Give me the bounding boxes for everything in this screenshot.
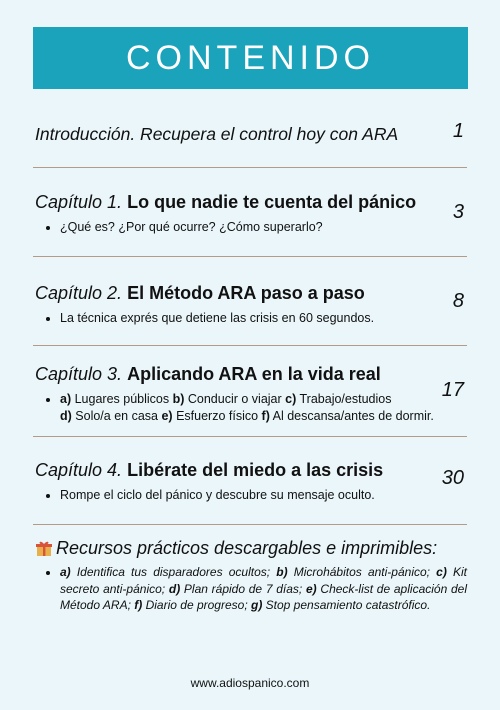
page-title: CONTENIDO — [126, 38, 375, 77]
chapter-page-number: 30 — [441, 467, 464, 489]
chapter-title: Libérate del miedo a las crisis — [127, 460, 384, 480]
toc-entry-chapter-1[interactable] — [35, 191, 467, 236]
divider — [33, 167, 467, 168]
chapter-bullet: ¿Qué es? ¿Por qué ocurre? ¿Cómo superarlo? — [35, 219, 467, 236]
divider — [33, 345, 467, 346]
chapter-page-number: 17 — [441, 379, 464, 401]
toc-entry-chapter-2[interactable] — [35, 282, 467, 327]
intro-title: Introducción. Recupera el control hoy con ARA — [35, 124, 399, 144]
toc-entry-chapter-4[interactable] — [35, 459, 467, 504]
toc-entry-chapter-3[interactable] — [35, 363, 467, 425]
chapter-bullet: Rompe el ciclo del pánico y descubre su mensaje oculto. — [35, 487, 467, 504]
chapter-title: Aplicando ARA en la vida real — [127, 364, 381, 384]
chapter-title: Lo que nadie te cuenta del pánico — [127, 192, 417, 212]
resources-title: Recursos prácticos descargables e imprimibles: — [56, 538, 438, 558]
chapter-bullet: La técnica exprés que detiene las crisis en 60 segundos. — [35, 310, 467, 327]
divider — [33, 436, 467, 437]
chapter-label: Capítulo 4. — [35, 460, 123, 480]
toc-entry-intro[interactable] — [35, 120, 467, 145]
chapter-bullet: a) Lugares públicos b) Conducir o viajar c) Trabajo/estudios d) Solo/a en casa e) Esfuerzo físico f) Al descansa/antes de dormir. — [35, 391, 452, 425]
divider — [33, 256, 467, 257]
chapter-title: El Método ARA paso a paso — [127, 283, 365, 303]
chapter-label: Capítulo 2. — [35, 283, 123, 303]
header-banner — [33, 27, 468, 89]
intro-page-number: 1 — [452, 120, 464, 142]
resources-bullet: a) Identifica tus disparadores ocultos; b) Microhábitos anti-pánico; c) Kit secreto anti-pánico; d) Plan rápido de 7 días; e) Check-list de aplicación del Método ARA; f) Diario de progreso; g) Stop pensamiento catastrófico. — [35, 564, 467, 614]
divider — [33, 524, 467, 525]
gift-icon — [35, 539, 53, 557]
resources-section[interactable] — [35, 537, 467, 614]
chapter-label: Capítulo 1. — [35, 192, 123, 212]
chapter-label: Capítulo 3. — [35, 364, 123, 384]
chapter-page-number: 3 — [452, 201, 464, 223]
footer-url[interactable]: www.adiospanico.com — [190, 676, 310, 690]
chapter-page-number: 8 — [452, 290, 464, 312]
